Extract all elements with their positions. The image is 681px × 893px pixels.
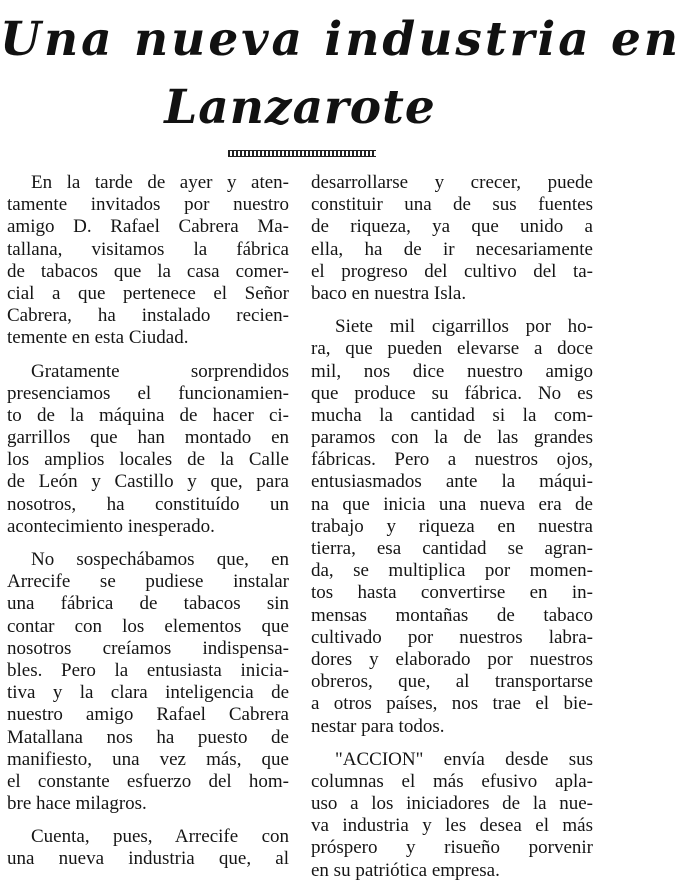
text-line: dores y elaborado por nuestros [311,648,593,670]
text-line: ella, ha de ir necesariamente [311,238,593,260]
text-line: el progreso del cultivo del ta- [311,260,593,282]
text-line: Gratamente sorprendidos [31,360,289,382]
text-line: de León y Castillo y que, para [7,471,289,493]
text-line: tiva y la clara inteligencia de [7,682,289,704]
text-line: Cuenta, pues, Arrecife con [31,826,289,848]
text-line: cial a que pertenece el Señor [7,282,289,304]
text-line: columnas el más efusivo apla- [311,770,593,792]
text-line: próspero y risueño porvenir [311,837,593,859]
text-line: que produce su fábrica. No es [311,382,593,404]
text-line: tamente invitados por nuestro [7,194,289,216]
text-line: Siete mil cigarrillos por ho- [335,316,593,338]
text-line: entusiasmados ante la máqui- [311,471,593,493]
text-line: de riqueza, ya que unido a [311,216,593,238]
text-line: mucha la cantidad si la com- [311,404,593,426]
text-line: nuestro amigo Rafael Cabrera [7,704,289,726]
text-line: bles. Pero la entusiasta inicia- [7,659,289,681]
text-line: manifiesto, una vez más, que [7,748,289,770]
text-line: nosotros, ha constituído un [7,493,289,515]
left-column-paragraph [7,549,289,815]
text-line: uso a los iniciadores de la nue- [311,793,593,815]
left-column [7,172,289,882]
text-line: baco en nuestra Isla. [311,282,467,304]
text-line: una nueva industria que, al [7,848,289,870]
text-line: na que inicia una nueva era de [311,493,593,515]
text-line: contar con los elementos que [7,615,289,637]
text-line: el constante esfuerzo del hom- [7,770,289,792]
left-column-paragraph [7,361,289,539]
text-line: desarrollarse y crecer, puede [311,172,593,193]
text-line: Matallana nos ha puesto de [7,726,289,748]
decorative-rule [228,150,376,157]
text-line: nestar para todos. [311,715,445,737]
text-line: mensas montañas de tabaco [311,604,593,626]
text-line: da, se multiplica por momen- [311,560,593,582]
text-line: una fábrica de tabacos sin [7,593,289,615]
text-line: bre hace milagros. [7,793,147,815]
text-line: va industria y les desea el más [311,815,593,837]
text-line: Arrecife se pudiese instalar [7,571,289,593]
text-line: trabajo y riqueza en nuestra [311,515,593,537]
text-line: garrillos que han montado en [7,427,289,449]
text-line: Cabrera, ha instalado recien- [7,305,289,327]
text-line: No sospechábamos que, en [31,549,289,570]
text-line: los amplios locales de la Calle [7,449,289,471]
text-line: tallana, visitamos la fábrica [7,238,289,260]
text-line: a otros países, nos trae el bie- [311,693,593,715]
text-line: temente en esta Ciudad. [7,327,189,349]
text-line: tos hasta convertirse en in- [311,582,593,604]
text-line: amigo D. Rafael Cabrera Ma- [7,216,289,238]
text-line: de tabacos que la casa comer- [7,260,289,282]
right-column-paragraph [311,316,593,738]
headline-line-1: Una nueva industria en [0,12,681,67]
text-line: presenciamos el funcionamien- [7,382,289,404]
left-column-paragraph [7,172,289,350]
text-line: nosotros creíamos indispensa- [7,637,289,659]
right-column [311,172,593,893]
text-line: obreros, que, al transportarse [311,671,593,693]
text-line: tierra, esa cantidad se agran- [311,538,593,559]
text-line: ra, que pueden elevarse a doce [311,338,593,360]
text-line: "ACCION" envía desde sus [335,748,593,770]
right-column-paragraph [311,749,593,882]
text-line: cultivado por nuestros labra- [311,626,593,648]
text-line: en su patriótica empresa. [311,859,500,881]
left-column-paragraph [7,826,289,870]
text-line: to de la máquina de hacer ci- [7,404,289,426]
text-line: constituir una de sus fuentes [311,194,593,216]
headline-line-2: Lanzarote [164,80,436,135]
text-line: acontecimiento inesperado. [7,515,215,537]
right-column-paragraph [311,172,593,305]
text-line: paramos con la de las grandes [311,427,593,449]
text-line: En la tarde de ayer y aten- [31,172,289,193]
text-line: mil, nos dice nuestro amigo [311,360,593,382]
text-line: fábricas. Pero a nuestros ojos, [311,449,593,471]
